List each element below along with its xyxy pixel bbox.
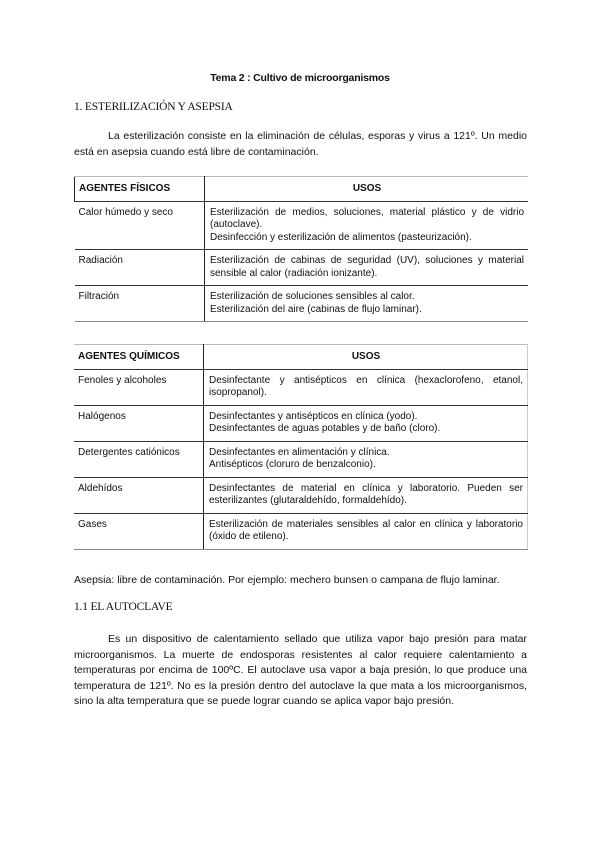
- use-line: Esterilización de cabinas de seguridad (UV), soluciones y material sensible al calor (radiación ionizante).: [210, 255, 524, 279]
- physical-agents-table: [74, 176, 528, 322]
- use-line: Desinfectantes y antisépticos en clínica (yodo).: [209, 410, 418, 422]
- table-row: [74, 441, 528, 477]
- table-row: [74, 477, 528, 513]
- agent-cell: Detergentes catiónicos: [74, 441, 204, 477]
- use-line: Desinfectantes en alimentación y clínica.: [209, 446, 390, 458]
- use-line: Esterilización del aire (cabinas de flujo laminar).: [210, 303, 422, 315]
- use-line: Desinfección y esterilización de alimentos (pasteurización).: [210, 231, 472, 243]
- agent-cell: Fenoles y alcoholes: [74, 369, 204, 405]
- table-row: [74, 405, 528, 441]
- agent-cell: Calor húmedo y seco: [75, 201, 205, 250]
- agent-cell: Filtración: [75, 286, 205, 322]
- uses-cell: [204, 441, 528, 477]
- use-line: Esterilización de medios, soluciones, material plástico y de vidrio (autoclave).: [210, 206, 524, 230]
- column-header-agent: AGENTES FÍSICOS: [75, 177, 205, 202]
- table-row: [74, 513, 528, 549]
- column-header-agent: AGENTES QUÍMICOS: [74, 345, 204, 370]
- chemical-agents-table: [74, 344, 528, 550]
- agent-cell: Gases: [74, 513, 204, 549]
- use-line: Esterilización de materiales sensibles al calor en clínica y laboratorio (óxido de etileno).: [209, 518, 523, 542]
- use-line: Antisépticos (cloruro de benzalconio).: [209, 459, 376, 470]
- section-heading-esterilizacion: 1. ESTERILIZACIÓN Y ASEPSIA: [74, 101, 233, 113]
- table-row: [75, 286, 529, 322]
- asepsia-note: Asepsia: libre de contaminación. Por ejemplo: mechero bunsen o campana de flujo laminar.: [74, 574, 500, 586]
- uses-cell: [204, 513, 528, 549]
- section-heading-autoclave: 1.1 EL AUTOCLAVE: [74, 601, 173, 613]
- uses-cell: [204, 477, 528, 513]
- table-row: [75, 201, 529, 250]
- uses-cell: [204, 369, 528, 405]
- autoclave-paragraph: Es un dispositivo de calentamiento sellado que utiliza vapor bajo presión para matar microorganismos. La muerte de endosporas resistentes al calor requiere calentamiento a temperaturas por encima de 100ºC. El autoclave usa vapor a baja presión, lo que produce una temperatura de 121º. No es la presión dentro del autoclave la que mata a los microorganismos, sino la alta temperatura que se puede lograr cuando se aplica vapor bajo presión.: [74, 633, 527, 708]
- agent-cell: Aldehídos: [74, 477, 204, 513]
- use-line: Desinfectante y antisépticos en clínica (hexaclorofeno, etanol, isopropanol).: [209, 374, 523, 398]
- uses-cell: [205, 286, 529, 322]
- column-header-uses: USOS: [205, 177, 529, 202]
- uses-cell: [204, 405, 528, 441]
- column-header-uses: USOS: [204, 345, 528, 370]
- uses-cell: [205, 201, 529, 250]
- agent-cell: Halógenos: [74, 405, 204, 441]
- table-row: [74, 369, 528, 405]
- use-line: Desinfectantes de aguas potables y de baño (cloro).: [209, 423, 441, 434]
- use-line: Desinfectantes de material en clínica y laboratorio. Pueden ser esterilizantes (glutaraldehído, formaldehído).: [209, 482, 523, 506]
- intro-paragraph: La esterilización consiste en la eliminación de células, esporas y virus a 121º. Un medio está en asepsia cuando está libre de contaminación.: [74, 130, 527, 158]
- table-row: [75, 250, 529, 286]
- uses-cell: [205, 250, 529, 286]
- document-title: Tema 2 : Cultivo de microorganismos: [210, 72, 390, 84]
- table-header-row: [74, 345, 528, 370]
- table-header-row: [75, 177, 529, 202]
- agent-cell: Radiación: [75, 250, 205, 286]
- use-line: Esterilización de soluciones sensibles al calor.: [210, 291, 415, 302]
